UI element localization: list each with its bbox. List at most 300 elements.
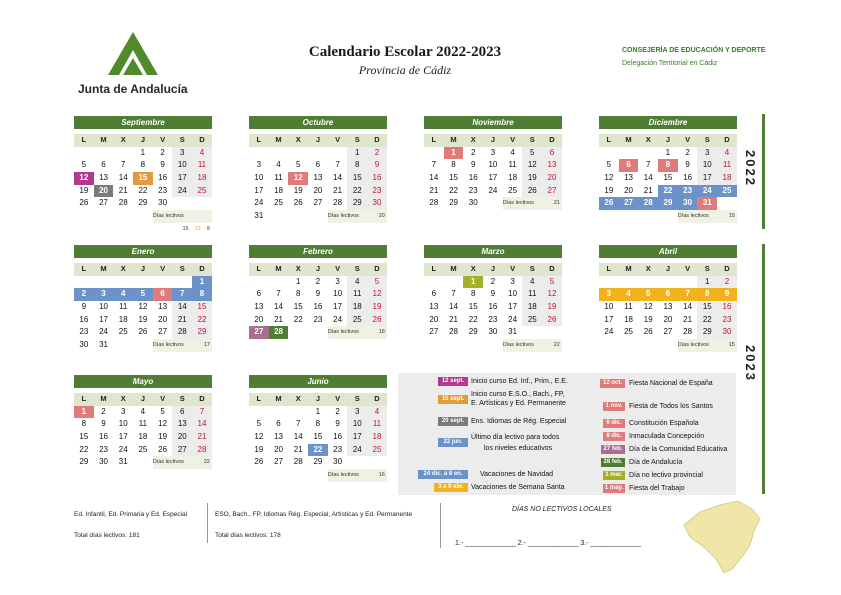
day-cell[interactable]: 6: [172, 406, 192, 419]
day-cell[interactable]: 3: [335, 276, 340, 286]
day-cell[interactable]: 5: [81, 160, 87, 170]
day-cell[interactable]: 25: [522, 314, 542, 327]
day-cell[interactable]: 7: [192, 406, 212, 419]
day-cell[interactable]: 23: [333, 444, 343, 454]
day-cell[interactable]: 13: [542, 159, 562, 172]
day-cell[interactable]: 5: [160, 406, 165, 416]
day-cell[interactable]: 31: [254, 211, 264, 221]
day-cell[interactable]: 20: [274, 444, 283, 454]
day-cell[interactable]: 8: [697, 288, 717, 301]
day-cell[interactable]: 24: [604, 327, 614, 337]
day-cell[interactable]: 27: [619, 197, 639, 210]
day-cell[interactable]: 13: [313, 173, 323, 183]
day-cell[interactable]: 20: [158, 314, 168, 324]
day-cell[interactable]: 28: [293, 457, 303, 467]
day-cell[interactable]: 8: [81, 419, 87, 429]
day-cell[interactable]: 9: [101, 419, 106, 429]
day-cell[interactable]: 8: [192, 288, 212, 301]
day-cell[interactable]: 25: [717, 185, 737, 198]
day-cell[interactable]: 18: [138, 432, 148, 442]
day-cell[interactable]: 17: [347, 431, 367, 444]
day-cell[interactable]: 25: [118, 327, 128, 337]
day-cell[interactable]: 28: [429, 198, 439, 208]
day-cell[interactable]: 28: [118, 198, 128, 208]
day-cell[interactable]: 17: [488, 173, 498, 183]
day-cell[interactable]: 9: [717, 288, 737, 301]
day-cell[interactable]: 2: [315, 276, 321, 286]
day-cell[interactable]: 29: [79, 457, 89, 467]
day-cell[interactable]: 30: [79, 340, 89, 350]
day-cell[interactable]: 24: [99, 327, 108, 337]
day-cell[interactable]: 24: [697, 185, 717, 198]
day-cell[interactable]: 3: [599, 288, 619, 301]
day-cell[interactable]: 16: [717, 301, 737, 314]
day-cell[interactable]: 10: [99, 302, 108, 312]
day-cell[interactable]: 24: [333, 314, 343, 324]
day-cell[interactable]: 6: [276, 419, 281, 429]
day-cell[interactable]: 19: [254, 444, 264, 454]
day-cell[interactable]: 20: [663, 314, 673, 324]
day-cell[interactable]: 2: [160, 147, 165, 157]
day-cell[interactable]: 31: [697, 197, 717, 210]
day-cell[interactable]: 26: [254, 457, 264, 467]
day-cell[interactable]: 25: [192, 185, 212, 198]
day-cell[interactable]: 22: [293, 314, 303, 324]
day-cell[interactable]: 28: [638, 197, 658, 210]
day-cell[interactable]: 1: [347, 147, 367, 160]
day-cell[interactable]: 7: [335, 160, 340, 170]
day-cell[interactable]: 26: [79, 198, 89, 208]
day-cell[interactable]: 15: [468, 302, 478, 312]
day-cell[interactable]: 9: [685, 160, 690, 170]
day-cell[interactable]: 3: [120, 406, 126, 416]
day-cell[interactable]: 9: [160, 160, 165, 170]
day-cell[interactable]: 7: [645, 160, 651, 170]
day-cell[interactable]: 4: [192, 147, 212, 160]
day-cell[interactable]: 14: [643, 173, 653, 183]
day-cell[interactable]: 29: [468, 327, 478, 337]
day-cell[interactable]: 5: [542, 276, 562, 289]
day-cell[interactable]: 3: [490, 147, 496, 157]
day-cell[interactable]: 21: [192, 431, 212, 444]
day-cell[interactable]: 28: [192, 444, 212, 457]
day-cell[interactable]: 9: [81, 302, 87, 312]
day-cell[interactable]: 26: [599, 197, 619, 210]
day-cell[interactable]: 24: [488, 185, 498, 195]
day-cell[interactable]: 2: [74, 288, 94, 301]
day-cell[interactable]: 28: [683, 327, 693, 337]
day-cell[interactable]: 25: [367, 444, 387, 457]
day-cell[interactable]: 7: [295, 419, 301, 429]
day-cell[interactable]: 19: [604, 185, 614, 195]
day-cell[interactable]: 17: [118, 432, 128, 442]
day-cell[interactable]: 19: [522, 172, 542, 185]
day-cell[interactable]: 1: [315, 406, 321, 416]
day-cell[interactable]: 11: [138, 419, 148, 429]
day-cell[interactable]: 29: [658, 197, 678, 210]
day-cell[interactable]: 12: [288, 172, 308, 185]
day-cell[interactable]: 14: [118, 173, 128, 183]
day-cell[interactable]: 25: [274, 198, 283, 208]
day-cell[interactable]: 27: [158, 327, 168, 337]
day-cell[interactable]: 21: [643, 185, 653, 195]
day-cell[interactable]: 1: [697, 276, 717, 289]
day-cell[interactable]: 5: [638, 288, 658, 301]
day-cell[interactable]: 4: [510, 147, 515, 157]
day-cell[interactable]: 1: [463, 276, 483, 289]
day-cell[interactable]: 1: [192, 276, 212, 289]
day-cell[interactable]: 9: [315, 289, 321, 299]
day-cell[interactable]: 6: [101, 160, 106, 170]
day-cell[interactable]: 13: [172, 418, 192, 431]
day-cell[interactable]: 1: [665, 147, 671, 157]
day-cell[interactable]: 23: [678, 185, 698, 198]
day-cell[interactable]: 13: [99, 173, 108, 183]
day-cell[interactable]: 17: [254, 185, 264, 195]
day-cell[interactable]: 7: [120, 160, 126, 170]
day-cell[interactable]: 4: [367, 406, 387, 419]
day-cell[interactable]: 29: [138, 198, 148, 208]
day-cell[interactable]: 24: [118, 444, 128, 454]
day-cell[interactable]: 16: [488, 302, 498, 312]
day-cell[interactable]: 3: [256, 160, 262, 170]
day-cell[interactable]: 15: [697, 301, 717, 314]
day-cell[interactable]: 27: [542, 185, 562, 198]
day-cell[interactable]: 14: [429, 173, 439, 183]
day-cell[interactable]: 29: [697, 326, 717, 339]
day-cell[interactable]: 4: [113, 288, 133, 301]
day-cell[interactable]: 16: [99, 432, 108, 442]
day-cell[interactable]: 18: [624, 314, 633, 324]
day-cell[interactable]: 19: [367, 301, 387, 314]
day-cell[interactable]: 22: [79, 444, 89, 454]
day-cell[interactable]: 21: [118, 185, 128, 195]
day-cell[interactable]: 16: [333, 432, 343, 442]
day-cell[interactable]: 20: [429, 314, 439, 324]
day-cell[interactable]: 20: [624, 185, 633, 195]
day-cell[interactable]: 22: [658, 185, 678, 198]
day-cell[interactable]: 11: [347, 288, 367, 301]
day-cell[interactable]: 28: [172, 326, 192, 339]
day-cell[interactable]: 11: [508, 160, 517, 170]
locales-lines[interactable]: 1.- _____________ 2.- _____________ 3.- _____________: [455, 540, 642, 547]
day-cell[interactable]: 2: [367, 147, 387, 160]
day-cell[interactable]: 2: [101, 406, 106, 416]
day-cell[interactable]: 31: [99, 340, 108, 350]
day-cell[interactable]: 13: [624, 173, 633, 183]
day-cell[interactable]: 28: [333, 198, 343, 208]
day-cell[interactable]: 6: [619, 159, 639, 172]
day-cell[interactable]: 5: [522, 147, 542, 160]
day-cell[interactable]: 15: [133, 172, 153, 185]
day-cell[interactable]: 1: [74, 406, 94, 419]
day-cell[interactable]: 21: [683, 314, 693, 324]
day-cell[interactable]: 11: [192, 159, 212, 172]
day-cell[interactable]: 25: [347, 314, 367, 327]
day-cell[interactable]: 17: [604, 314, 614, 324]
day-cell[interactable]: 15: [192, 301, 212, 314]
day-cell[interactable]: 20: [172, 431, 192, 444]
day-cell[interactable]: 2: [717, 276, 737, 289]
day-cell[interactable]: 3: [697, 147, 717, 160]
day-cell[interactable]: 28: [269, 326, 289, 339]
day-cell[interactable]: 2: [470, 147, 476, 157]
day-cell[interactable]: 27: [99, 198, 108, 208]
day-cell[interactable]: 22: [347, 185, 367, 198]
day-cell[interactable]: 14: [172, 301, 192, 314]
day-cell[interactable]: 15: [79, 432, 89, 442]
day-cell[interactable]: 7: [451, 289, 456, 299]
day-cell[interactable]: 30: [678, 197, 698, 210]
day-cell[interactable]: 4: [619, 288, 639, 301]
day-cell[interactable]: 13: [663, 302, 673, 312]
day-cell[interactable]: 9: [470, 160, 476, 170]
day-cell[interactable]: 10: [488, 160, 498, 170]
day-cell[interactable]: 20: [254, 314, 264, 324]
day-cell[interactable]: 21: [172, 314, 192, 327]
day-cell[interactable]: 29: [449, 198, 458, 208]
day-cell[interactable]: 8: [470, 289, 476, 299]
day-cell[interactable]: 26: [158, 444, 168, 454]
day-cell[interactable]: 4: [717, 147, 737, 160]
day-cell[interactable]: 2: [685, 147, 690, 157]
day-cell[interactable]: 6: [315, 160, 321, 170]
day-cell[interactable]: 5: [256, 419, 262, 429]
day-cell[interactable]: 13: [254, 302, 264, 312]
day-cell[interactable]: 13: [429, 302, 439, 312]
day-cell[interactable]: 7: [431, 160, 437, 170]
day-cell[interactable]: 1: [140, 147, 146, 157]
day-cell[interactable]: 2: [490, 276, 496, 286]
day-cell[interactable]: 20: [94, 185, 114, 198]
day-cell[interactable]: 21: [293, 444, 303, 454]
day-cell[interactable]: 8: [295, 289, 301, 299]
day-cell[interactable]: 24: [508, 314, 518, 324]
day-cell[interactable]: 27: [249, 326, 269, 339]
day-cell[interactable]: 16: [683, 173, 693, 183]
day-cell[interactable]: 11: [119, 302, 128, 312]
day-cell[interactable]: 6: [658, 288, 678, 301]
day-cell[interactable]: 8: [451, 160, 456, 170]
day-cell[interactable]: 21: [429, 185, 439, 195]
day-cell[interactable]: 30: [717, 326, 737, 339]
day-cell[interactable]: 30: [158, 198, 168, 208]
day-cell[interactable]: 9: [490, 289, 496, 299]
day-cell[interactable]: 22: [449, 185, 458, 195]
day-cell[interactable]: 17: [508, 302, 518, 312]
day-cell[interactable]: 12: [74, 172, 94, 185]
day-cell[interactable]: 26: [367, 314, 387, 327]
day-cell[interactable]: 29: [192, 326, 212, 339]
day-cell[interactable]: 3: [172, 147, 192, 160]
day-cell[interactable]: 3: [94, 288, 114, 301]
day-cell[interactable]: 16: [158, 173, 168, 183]
day-cell[interactable]: 22: [468, 314, 478, 324]
day-cell[interactable]: 18: [508, 173, 518, 183]
day-cell[interactable]: 27: [429, 327, 439, 337]
day-cell[interactable]: 16: [468, 173, 478, 183]
day-cell[interactable]: 8: [140, 160, 146, 170]
day-cell[interactable]: 15: [293, 302, 303, 312]
day-cell[interactable]: 4: [140, 406, 146, 416]
day-cell[interactable]: 30: [367, 197, 387, 210]
day-cell[interactable]: 22: [192, 314, 212, 327]
day-cell[interactable]: 27: [313, 198, 323, 208]
day-cell[interactable]: 18: [118, 314, 128, 324]
day-cell[interactable]: 5: [295, 160, 301, 170]
day-cell[interactable]: 9: [335, 419, 340, 429]
day-cell[interactable]: 11: [274, 173, 283, 183]
day-cell[interactable]: 10: [333, 289, 343, 299]
day-cell[interactable]: 12: [542, 288, 562, 301]
day-cell[interactable]: 19: [542, 301, 562, 314]
day-cell[interactable]: 11: [367, 418, 387, 431]
day-cell[interactable]: 4: [522, 276, 542, 289]
day-cell[interactable]: 1: [295, 276, 301, 286]
day-cell[interactable]: 26: [522, 185, 542, 198]
day-cell[interactable]: 11: [717, 159, 737, 172]
day-cell[interactable]: 18: [367, 431, 387, 444]
day-cell[interactable]: 12: [367, 288, 387, 301]
day-cell[interactable]: 17: [172, 172, 192, 185]
day-cell[interactable]: 14: [274, 302, 283, 312]
day-cell[interactable]: 23: [717, 314, 737, 327]
day-cell[interactable]: 24: [254, 198, 264, 208]
day-cell[interactable]: 15: [663, 173, 673, 183]
day-cell[interactable]: 30: [488, 327, 498, 337]
day-cell[interactable]: 21: [274, 314, 283, 324]
day-cell[interactable]: 25: [624, 327, 633, 337]
day-cell[interactable]: 21: [449, 314, 458, 324]
day-cell[interactable]: 25: [138, 444, 148, 454]
day-cell[interactable]: 14: [683, 302, 693, 312]
day-cell[interactable]: 29: [313, 457, 323, 467]
day-cell[interactable]: 30: [468, 198, 478, 208]
day-cell[interactable]: 3: [347, 406, 367, 419]
day-cell[interactable]: 22: [138, 185, 148, 195]
day-cell[interactable]: 19: [79, 185, 89, 195]
day-cell[interactable]: 8: [347, 159, 367, 172]
day-cell[interactable]: 7: [276, 289, 281, 299]
day-cell[interactable]: 18: [347, 301, 367, 314]
day-cell[interactable]: 4: [276, 160, 281, 170]
day-cell[interactable]: 17: [333, 302, 343, 312]
day-cell[interactable]: 19: [138, 314, 148, 324]
day-cell[interactable]: 10: [254, 173, 264, 183]
day-cell[interactable]: 14: [293, 432, 303, 442]
day-cell[interactable]: 10: [508, 289, 518, 299]
day-cell[interactable]: 7: [172, 288, 192, 301]
day-cell[interactable]: 15: [347, 172, 367, 185]
day-cell[interactable]: 6: [153, 288, 173, 301]
day-cell[interactable]: 11: [624, 302, 633, 312]
day-cell[interactable]: 28: [449, 327, 458, 337]
day-cell[interactable]: 11: [522, 288, 542, 301]
day-cell[interactable]: 23: [313, 314, 323, 324]
day-cell[interactable]: 19: [293, 185, 303, 195]
day-cell[interactable]: 27: [274, 457, 283, 467]
day-cell[interactable]: 19: [158, 432, 168, 442]
day-cell[interactable]: 30: [99, 457, 108, 467]
day-cell[interactable]: 6: [256, 289, 262, 299]
day-cell[interactable]: 20: [542, 172, 562, 185]
day-cell[interactable]: 17: [99, 314, 108, 324]
day-cell[interactable]: 20: [313, 185, 323, 195]
day-cell[interactable]: 12: [158, 419, 168, 429]
day-cell[interactable]: 5: [367, 276, 387, 289]
day-cell[interactable]: 15: [313, 432, 323, 442]
day-cell[interactable]: 18: [274, 185, 283, 195]
day-cell[interactable]: 14: [192, 418, 212, 431]
day-cell[interactable]: 19: [643, 314, 653, 324]
day-cell[interactable]: 16: [79, 314, 89, 324]
day-cell[interactable]: 8: [315, 419, 321, 429]
day-cell[interactable]: 27: [172, 444, 192, 457]
day-cell[interactable]: 29: [347, 197, 367, 210]
day-cell[interactable]: 4: [347, 276, 367, 289]
day-cell[interactable]: 16: [367, 172, 387, 185]
day-cell[interactable]: 9: [367, 159, 387, 172]
day-cell[interactable]: 12: [254, 432, 264, 442]
day-cell[interactable]: 14: [449, 302, 458, 312]
day-cell[interactable]: 15: [449, 173, 458, 183]
day-cell[interactable]: 10: [604, 302, 614, 312]
day-cell[interactable]: 22: [308, 444, 328, 457]
day-cell[interactable]: 23: [488, 314, 498, 324]
day-cell[interactable]: 8: [658, 159, 678, 172]
day-cell[interactable]: 12: [138, 302, 148, 312]
day-cell[interactable]: 2: [335, 406, 340, 416]
day-cell[interactable]: 31: [508, 327, 518, 337]
day-cell[interactable]: 26: [138, 327, 148, 337]
day-cell[interactable]: 23: [99, 444, 108, 454]
day-cell[interactable]: 7: [678, 288, 698, 301]
day-cell[interactable]: 18: [717, 172, 737, 185]
day-cell[interactable]: 17: [697, 172, 717, 185]
day-cell[interactable]: 26: [542, 314, 562, 327]
day-cell[interactable]: 6: [431, 289, 437, 299]
day-cell[interactable]: 10: [347, 418, 367, 431]
day-cell[interactable]: 24: [172, 185, 192, 198]
day-cell[interactable]: 14: [333, 173, 343, 183]
day-cell[interactable]: 31: [118, 457, 128, 467]
day-cell[interactable]: 25: [508, 185, 518, 195]
day-cell[interactable]: 23: [367, 185, 387, 198]
day-cell[interactable]: 12: [643, 302, 653, 312]
day-cell[interactable]: 12: [604, 173, 614, 183]
day-cell[interactable]: 10: [697, 159, 717, 172]
day-cell[interactable]: 12: [522, 159, 542, 172]
day-cell[interactable]: 30: [333, 457, 343, 467]
day-cell[interactable]: 13: [158, 302, 168, 312]
day-cell[interactable]: 22: [697, 314, 717, 327]
day-cell[interactable]: 13: [274, 432, 283, 442]
day-cell[interactable]: 21: [333, 185, 343, 195]
day-cell[interactable]: 5: [606, 160, 612, 170]
day-cell[interactable]: 10: [172, 159, 192, 172]
day-cell[interactable]: 16: [313, 302, 323, 312]
day-cell[interactable]: 24: [347, 444, 367, 457]
day-cell[interactable]: 1: [444, 147, 464, 160]
day-cell[interactable]: 3: [510, 276, 515, 286]
day-cell[interactable]: 26: [643, 327, 653, 337]
day-cell[interactable]: 5: [133, 288, 153, 301]
day-cell[interactable]: 23: [79, 327, 89, 337]
day-cell[interactable]: 18: [192, 172, 212, 185]
day-cell[interactable]: 26: [293, 198, 303, 208]
day-cell[interactable]: 23: [158, 185, 168, 195]
day-cell[interactable]: 23: [468, 185, 478, 195]
